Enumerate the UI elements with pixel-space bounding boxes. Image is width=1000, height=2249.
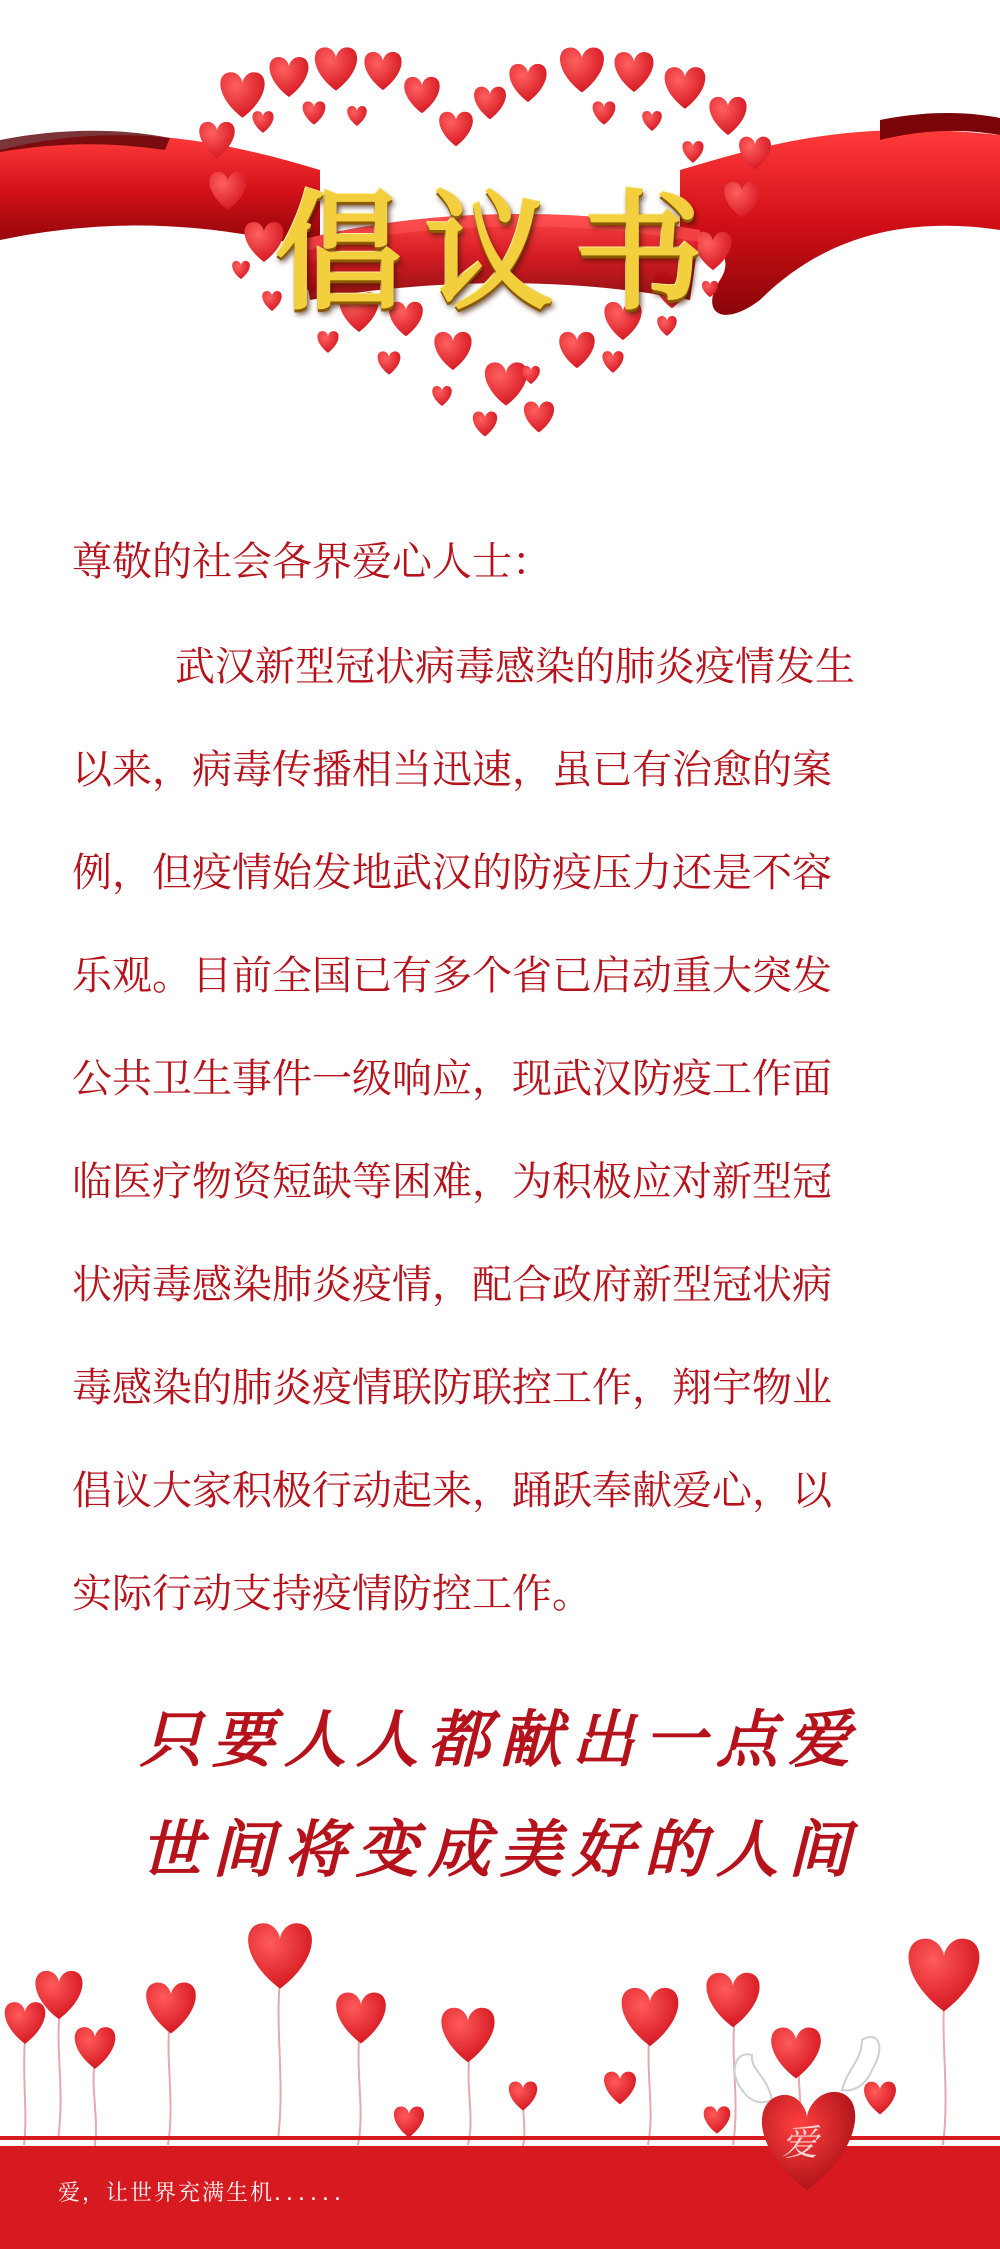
winged-heart-emblem [722,2030,892,2200]
slogan-line-2: 世间将变成美好的人间 [139,1813,860,1886]
body-line: 乐观。目前全国已有多个省已启动重大突发 [72,953,832,999]
emblem-character: 爱 [781,2123,819,2164]
slogan-line-1: 只要人人都献出一点爱 [139,1703,860,1776]
body-line: 武汉新型冠状病毒感染的肺炎疫情发生 [175,644,855,690]
body-line: 临医疗物资短缺等困难，为积极应对新型冠 [72,1159,832,1205]
page-title: 倡议书 [274,178,725,328]
body-line: 公共卫生事件一级响应，现武汉防疫工作面 [72,1056,832,1102]
body-line: 毒感染的肺炎疫情联防联控工作，翔宇物业 [72,1365,832,1411]
footer-text [58,2176,346,2207]
body-line: 以来，病毒传播相当迅速，虽已有治愈的案 [72,747,832,793]
body-line: 倡议大家积极行动起来，踊跃奉献爱心，以 [72,1468,832,1514]
greeting-line: 尊敬的社会各界爱心人士： [72,539,552,585]
body-line: 实际行动支持疫情防控工作。 [72,1571,592,1617]
body-line: 例，但疫情始发地武汉的防疫压力还是不容 [72,850,832,896]
footer-slogan: 爱，让世界充满生机 [58,2181,275,2206]
footer-dots: ...... [274,2181,346,2206]
body-line: 状病毒感染肺炎疫情，配合政府新型冠状病 [72,1262,832,1308]
